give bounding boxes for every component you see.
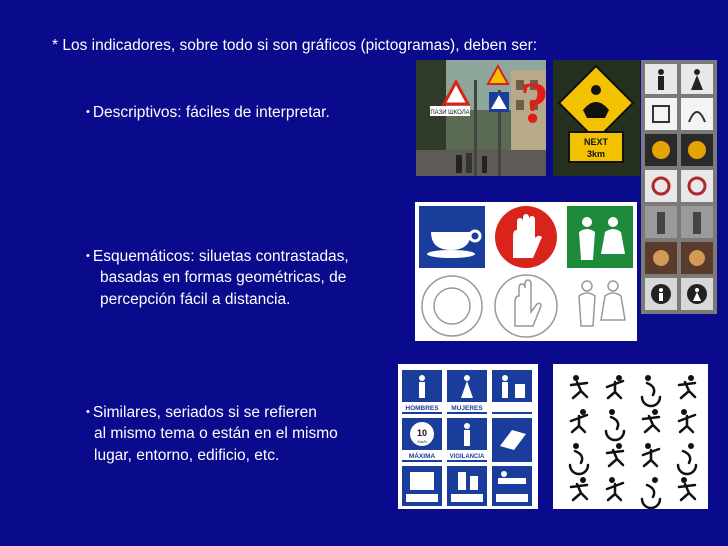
intro-text: * Los indicadores, sobre todo si son gráficos (pictogramas), deben ser: [52,37,538,54]
point-esquematicos-line2: basadas en formas geométricas, de [100,269,347,286]
warning-sign-photo [553,60,640,176]
sport-pictogram-icon [607,477,623,500]
series-label-hombres: HOMBRES [405,405,439,412]
sport-pictogram-icon [679,409,695,432]
sport-pictogram-icon [571,409,587,432]
point-esquematicos-line3: percepción fácil a distancia. [100,291,291,308]
sport-pictogram-icon [607,443,623,466]
warning-sign-line1: NEXT [583,137,609,147]
speed-unit: Km/h [417,439,427,444]
sport-pictogram-icon [643,409,659,432]
point-descriptivos [86,102,330,123]
street-sign-text: ПАЗИ ШКОЛА [430,110,470,116]
sport-pictogram-icon [642,477,660,508]
point-esquematicos [86,246,349,267]
sport-pictogram-icon [678,443,696,474]
sport-pictogram-icon [643,443,659,466]
point-similares-line2: al mismo tema o están en el mismo [94,425,338,442]
sport-pictogram-icon [606,409,624,440]
point-similares-line3: lugar, entorno, edificio, etc. [94,447,280,464]
bullet-icon: • [86,250,90,262]
sport-pictogram-icon [570,443,588,474]
toilet-signs-collage [641,60,717,314]
sport-pictogram-icon [642,375,660,406]
series-signs [398,364,538,509]
series-label-vigilancia: VIGILANCIA [449,454,485,460]
bullet-icon: • [86,406,90,418]
point-similares [86,402,317,423]
point-esquematicos-line1: Esquemáticos: siluetas contrastadas, [92,248,349,265]
bullet-icon: • [86,106,90,118]
point-descriptivos-text: Descriptivos: fáciles de interpretar. [92,104,330,121]
question-mark-icon: ? [520,70,549,135]
sport-pictogram-icon [679,477,695,500]
series-label-mujeres: MUJERES [451,405,483,412]
sport-pictogram-icon [679,375,695,398]
speed-value: 10 [416,428,428,438]
series-label-maxima: MÁXIMA [408,453,436,460]
sports-pictograms [553,364,708,509]
warning-sign-line2: 3km [586,149,606,159]
sport-pictogram-icon [571,477,587,500]
sport-pictogram-icon [607,375,623,398]
schematic-pictograms [415,202,637,341]
sport-pictogram-icon [571,375,587,398]
point-similares-line1: Similares, seriados si se refieren [92,404,317,421]
